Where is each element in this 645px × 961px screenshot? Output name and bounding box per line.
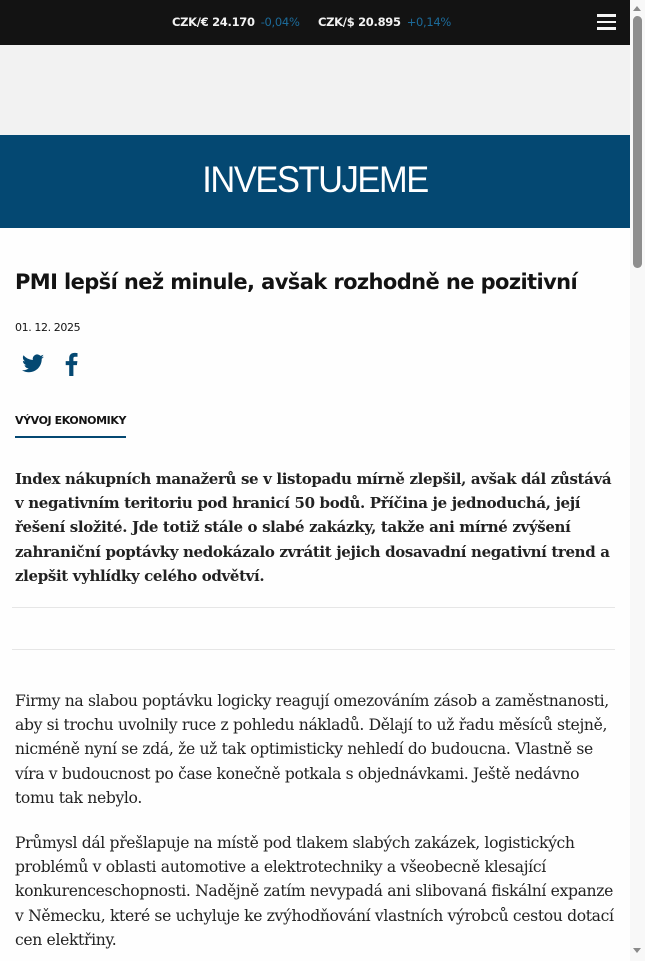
rate-usd-change: +0,14% xyxy=(406,15,452,29)
category-underline xyxy=(15,436,126,438)
article-title: PMI lepší než minule, avšak rozhodně ne pozitivní xyxy=(15,270,578,294)
article-date: 01. 12. 2025 xyxy=(15,321,81,334)
divider xyxy=(12,607,615,608)
menu-line xyxy=(597,21,616,24)
hamburger-menu-icon[interactable] xyxy=(597,13,617,31)
facebook-share-button[interactable] xyxy=(60,352,84,376)
scroll-down-arrow-icon[interactable] xyxy=(633,948,641,953)
twitter-icon xyxy=(21,352,45,376)
article-lead: Index nákupních manažerů se v listopadu mírně zlepšil, avšak dál zůstává v negativním teritoriu pod hranicí 50 bodů. Příčina je jednoduchá, její řešení složité. Jde totiž stále o slabé zakázky, takže ani mírné zvýšení zahraniční poptávky nedokázalo zvrátit jejich dosavadní negativní trend a zlepšit vyhlídky celého odvětví. xyxy=(15,470,612,585)
divider xyxy=(12,649,615,650)
brand-logo[interactable]: INVESTUJEME xyxy=(202,159,428,200)
rate-usd xyxy=(318,15,451,29)
twitter-share-button[interactable] xyxy=(21,352,45,376)
scrollbar-thumb[interactable] xyxy=(633,16,642,268)
rate-usd-value: CZK/$ 20.895 xyxy=(318,15,401,29)
rate-eur-value: CZK/€ 24.170 xyxy=(172,15,255,29)
category-link[interactable]: VÝVOJ EKONOMIKY xyxy=(15,414,127,427)
ad-placeholder-band xyxy=(0,45,630,135)
menu-line xyxy=(597,14,616,17)
article-paragraph: Firmy na slabou poptávku logicky reagují omezováním zásob a zaměstnanosti, aby si trochu uvolnily ruce z pohledu nákladů. Dělají to už řadu měsíců stejně, nicméně nyní se zdá, že už tak optimisticky nehledí do budoucna. Vlastně se víra v budoucnost po čase konečně potkala s objednávkami. Ještě nedávno tomu tak nebylo. xyxy=(15,692,609,807)
facebook-icon xyxy=(60,352,84,376)
rate-eur xyxy=(172,15,300,29)
menu-line xyxy=(597,27,616,30)
scroll-up-arrow-icon[interactable] xyxy=(633,6,641,11)
top-bar xyxy=(0,0,630,45)
article-paragraph: Průmysl dál přešlapuje na místě pod tlakem slabých zakázek, logistických problémů v oblasti automotive a elektrotechniky a všeobecně klesající konkurenceschopnosti. Nadějně zatím nevypadá ani slibovaná fiskální expanze v Německu, které se uchyluje ke zvýhodňování vlastních výrobců cestou dotací cen elektřiny. xyxy=(15,834,614,949)
rate-eur-change: -0,04% xyxy=(260,15,300,29)
